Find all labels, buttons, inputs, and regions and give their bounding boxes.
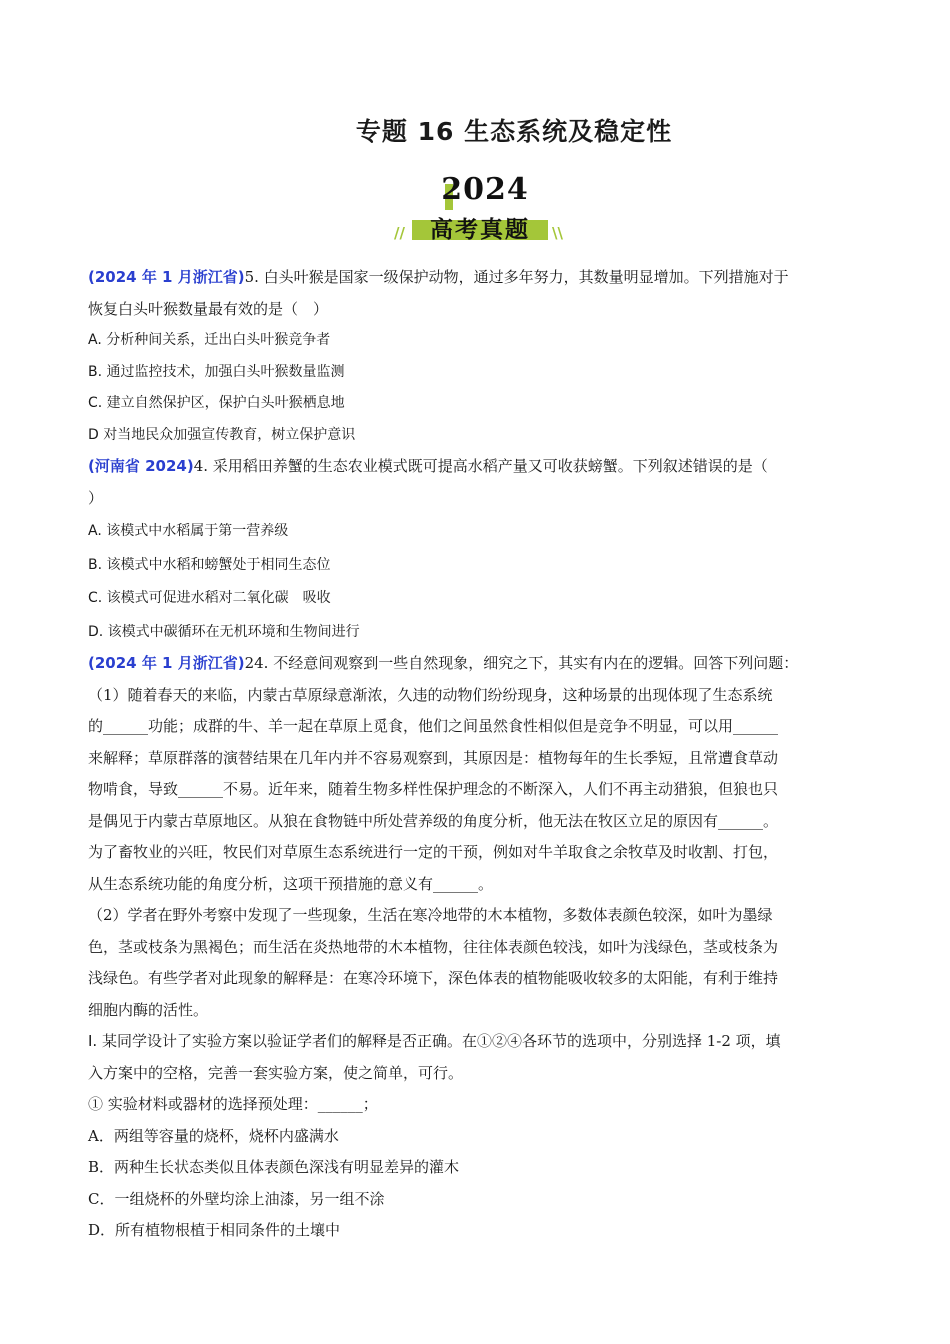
question-2-stem <box>88 451 866 483</box>
step-1 <box>88 1089 866 1247</box>
option-d: D 对当地民众加强宣传教育，树立保护意识 <box>88 426 356 443</box>
part-3-text: 某同学设计了实验方案以验证学者们的解释是否正确。在①②④各环节的选项中，分别选择 1-2 项，填 <box>97 1032 781 1050</box>
stem-text-cont: 恢复白头叶猴数量最有效的是（ ） <box>88 299 329 318</box>
part-2-line: 色，茎或枝条为黑褐色；而生活在炎热地带的木本植物，往往体表颜色较浅，如叶为浅绿色，茎或枝条为 <box>88 937 779 956</box>
part-3-line <box>88 1026 866 1058</box>
questions-body <box>88 262 866 1247</box>
part-2-line: 细胞内酶的活性。 <box>88 1000 209 1019</box>
part-1 <box>88 680 866 901</box>
part-2-line: 浅绿色。有些学者对此现象的解释是：在寒冷环境下，深色体表的植物能吸收较多的太阳能，有利于维持 <box>88 969 779 987</box>
step-1-option-b: B．两种生长状态类似且体表颜色深浅有明显差异的灌木 <box>88 1158 460 1176</box>
step-1-option-c: C．一组烧杯的外壁均涂上油漆，另一组不涂 <box>88 1189 385 1208</box>
part-1-line: 物啃食，导致______不易。近年来，随着生物多样性保护理念的不断深入，人们不再主动猎狼，但狼也只 <box>88 780 779 798</box>
part-1-line: 从生态系统功能的角度分析，这项干预措施的意义有______。 <box>88 874 494 893</box>
stem-text: 24. 不经意间观察到一些自然现象，细究之下，其实有内在的逻辑。回答下列问题： <box>244 654 799 672</box>
part-1-line: 为了畜牧业的兴旺，牧民们对草原生态系统进行一定的干预，例如对牛羊取食之余牧草及时收割、打包， <box>88 843 779 861</box>
question-source: (河南省 2024) <box>88 457 194 475</box>
option-b: B. 通过监控技术，加强白头叶猴数量监测 <box>88 363 345 380</box>
right-slash-decoration: \\ <box>552 224 563 242</box>
part-3-line: 入方案中的空格，完善一套实验方案，使之简单，可行。 <box>88 1063 464 1082</box>
option-c: C. 该模式可促进水稻对二氧化碳 吸收 <box>88 590 331 606</box>
part-1-line: 是偶见于内蒙古草原地区。从狼在食物链中所处营养级的角度分析，他无法在牧区立足的原因有______。 <box>88 811 779 830</box>
year-banner <box>390 170 565 250</box>
part-3 <box>88 1026 866 1089</box>
question-source: (2024 年 1 月浙江省) <box>88 268 245 286</box>
question-1 <box>88 262 866 451</box>
stem-text: 4. 采用稻田养蟹的生态农业模式既可提高水稻产量又可收获螃蟹。下列叙述错误的是（ <box>193 457 768 475</box>
page-title: 专题 16 生态系统及稳定性 <box>355 117 673 146</box>
stem-text-cont: ） <box>88 488 104 507</box>
option-c: C. 建立自然保护区，保护白头叶猴栖息地 <box>88 395 345 411</box>
left-slash-decoration: // <box>394 224 405 242</box>
question-3 <box>88 648 866 1247</box>
part-1-line: 的______功能；成群的牛、羊一起在草原上觅食，他们之间虽然食性相似但是竞争不明显，可以用______ <box>88 717 779 735</box>
option-a: A. 分析种间关系，迁出白头叶猴竞争者 <box>88 332 331 348</box>
roman-numeral: I. <box>88 1032 98 1050</box>
step-1-option-d: D．所有植物根植于相同条件的土壤中 <box>88 1221 341 1239</box>
step-1-option-a: A．两组等容量的烧杯，烧杯内盛满水 <box>88 1126 339 1145</box>
step-1-prompt: ① 实验材料或器材的选择预处理：______； <box>88 1095 378 1113</box>
part-2-line: （2）学者在野外考察中发现了一些现象，生活在寒冷地带的木本植物，多数体表颜色较深，如叶为墨绿 <box>88 906 773 924</box>
option-d: D. 该模式中碳循环在无机环境和生物间进行 <box>88 623 360 640</box>
banner-subtitle: 高考真题 <box>430 217 530 243</box>
part-1-line: 来解释；草原群落的演替结果在几年内并不容易观察到，其原因是：植物每年的生长季短，且常遭食草动 <box>88 748 779 767</box>
part-2 <box>88 900 866 1026</box>
banner-year: 2024 <box>441 172 529 207</box>
question-3-stem <box>88 648 866 680</box>
part-1-line: （1）随着春天的来临，内蒙古草原绿意渐浓，久违的动物们纷纷现身，这种场景的出现体现了生态系统 <box>88 685 773 704</box>
question-1-stem <box>88 262 866 294</box>
option-a: A. 该模式中水稻属于第一营养级 <box>88 523 289 539</box>
option-b: B. 该模式中水稻和螃蟹处于相同生态位 <box>88 556 331 573</box>
question-source: (2024 年 1 月浙江省) <box>88 654 245 672</box>
question-2 <box>88 451 866 648</box>
stem-text: 5. 白头叶猴是国家一级保护动物，通过多年努力，其数量明显增加。下列措施对于 <box>244 268 789 286</box>
